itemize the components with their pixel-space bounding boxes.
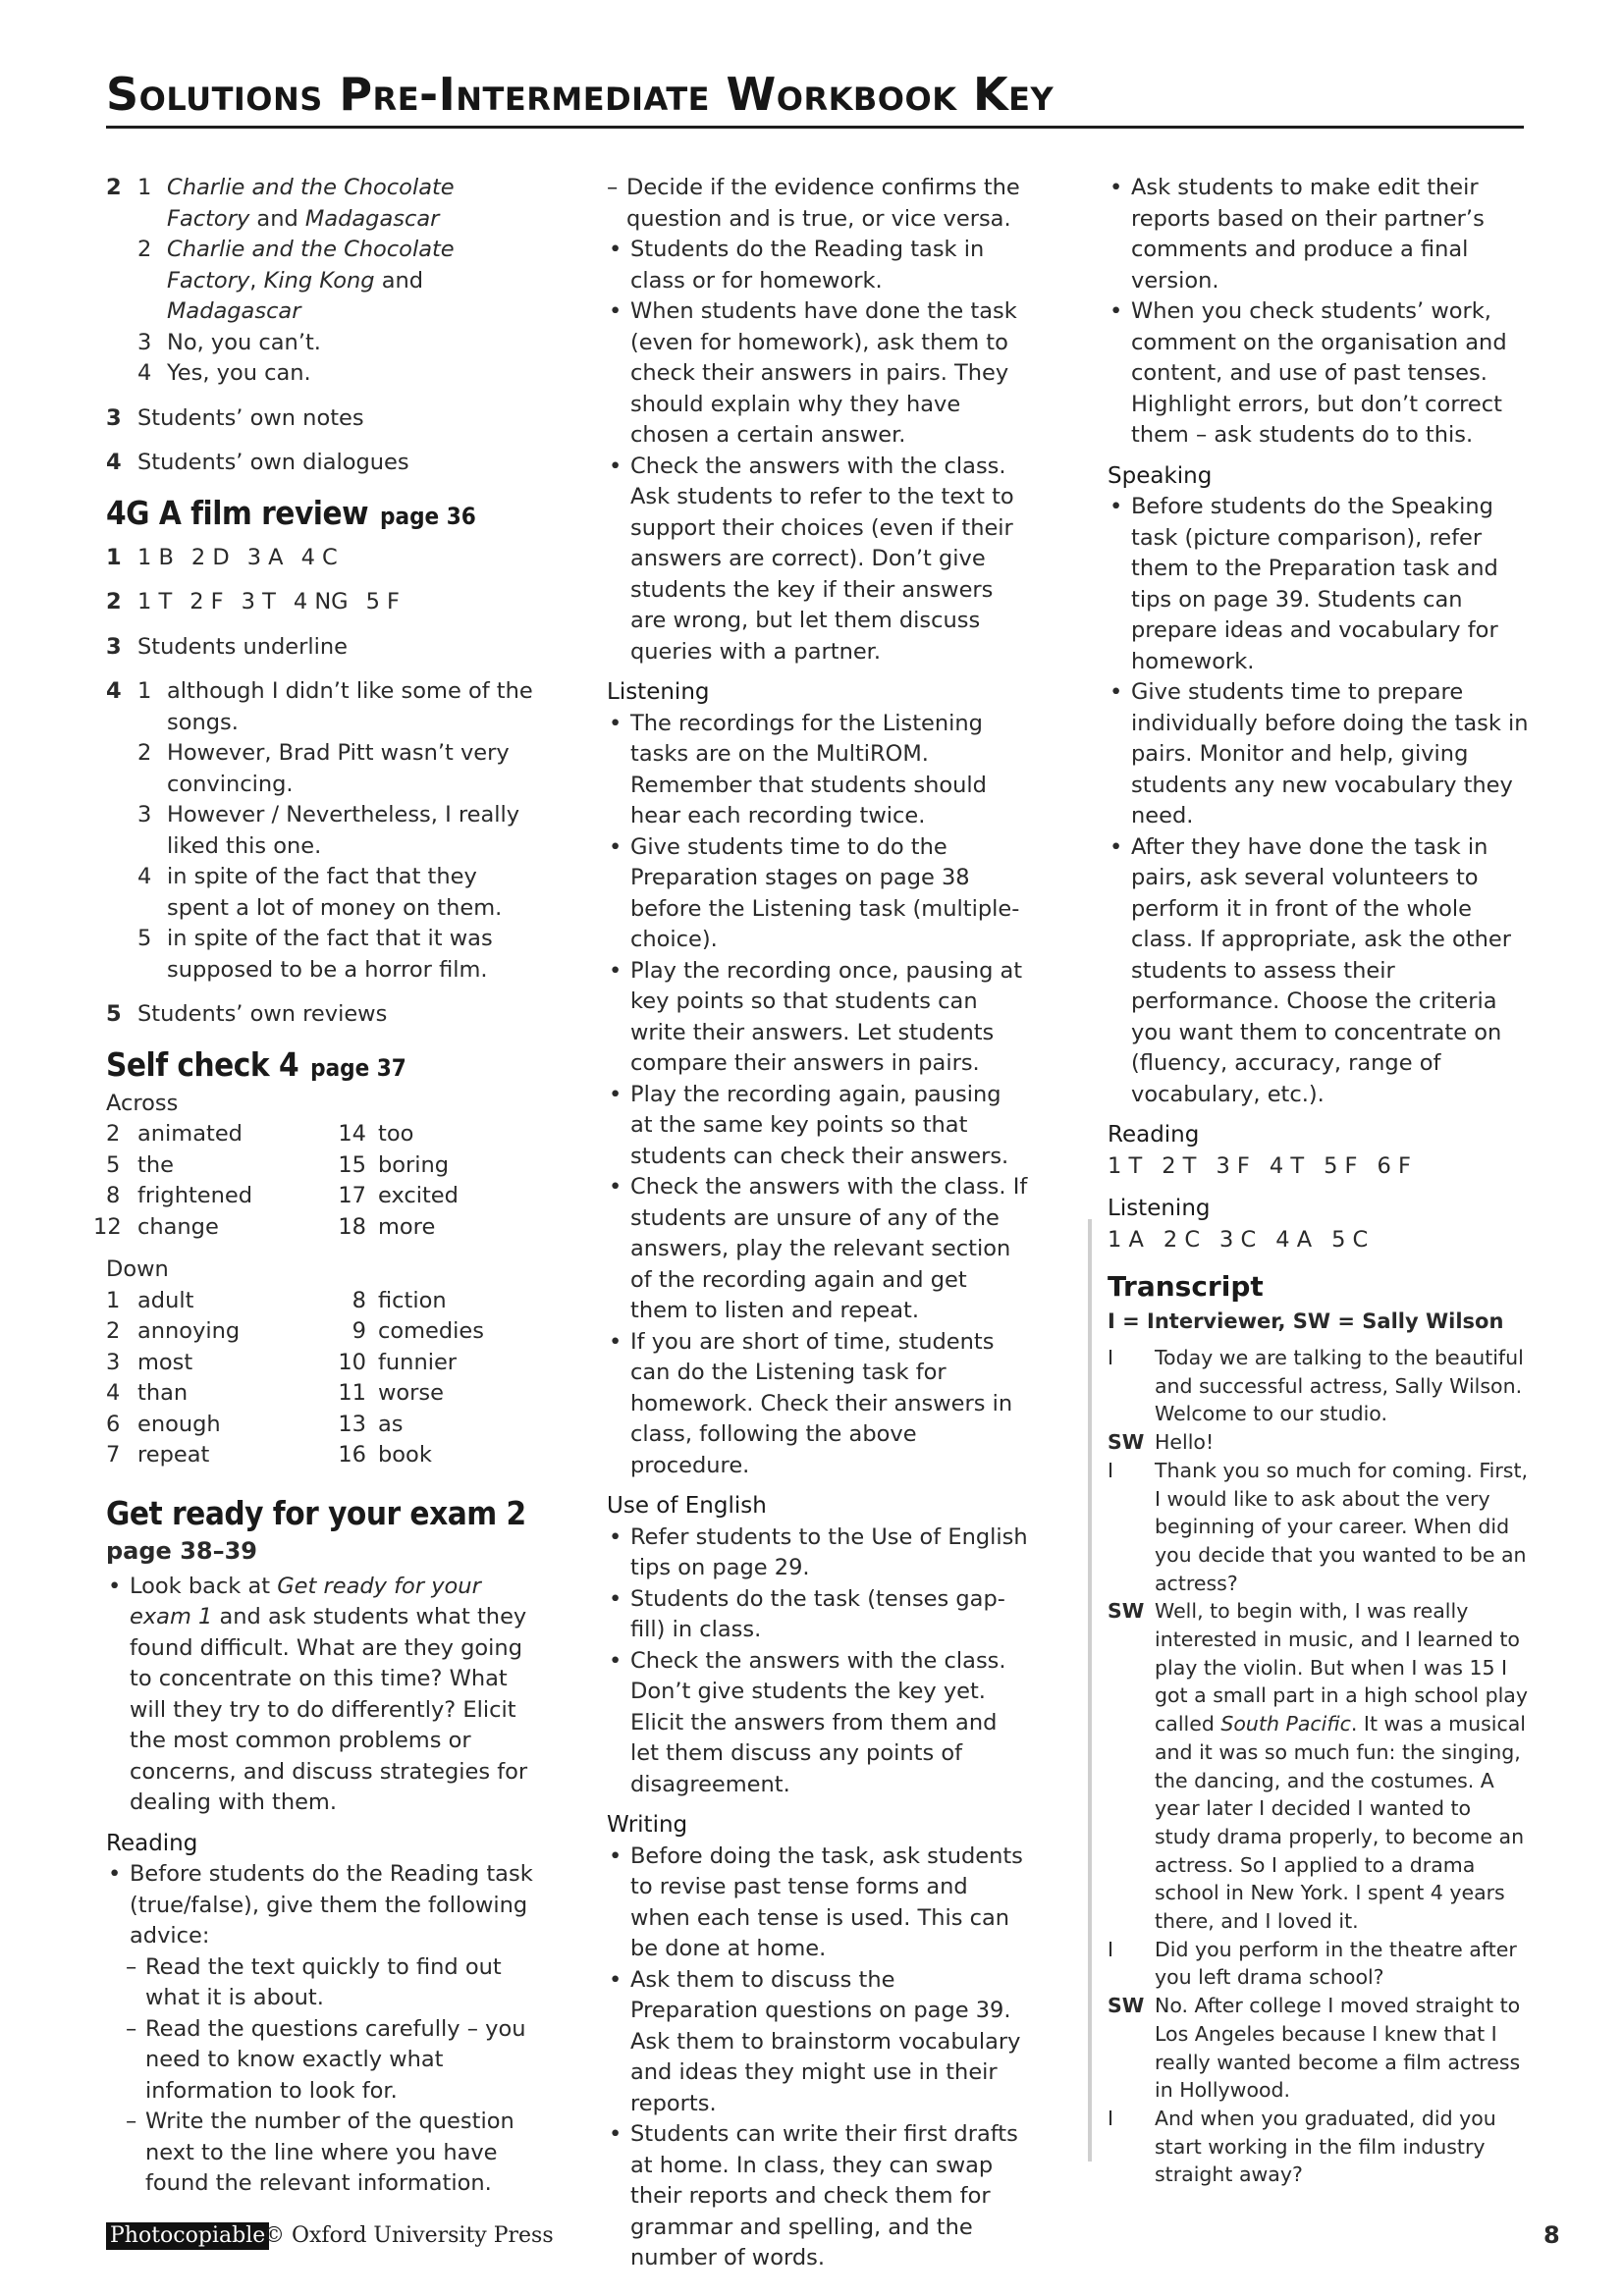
writing-bullets <box>607 1842 1029 2274</box>
down-label: Down <box>106 1256 169 1282</box>
transcript-line: SW No. After college I moved straight to Los Angeles because I knew that I really wanted become a film actress in Hollywood. <box>1108 1994 1521 2103</box>
transcript-body <box>1108 1344 1530 2189</box>
reading-answers-heading: Reading <box>1108 1122 1200 1148</box>
exercise-4: 4 Students’ own dialogues <box>106 450 409 475</box>
transcript-line: SW Well, to begin with, I was really interested in music, and I learned to play the violin. But when I was 15 I got a small part in a high school play called South Pacific. It was a musical and it was so much fun: the singing, the dancing, and the costumes. A year later I decided I wanted to study drama properly, to become an actress. So I applied to a drama school in New York. I spent 4 years there, and I loved it. <box>1108 1599 1529 1934</box>
list-item: – Read the text quickly to find out what it is about. <box>126 1952 538 2014</box>
exercise-5: 5 Students’ own reviews <box>106 1001 388 1027</box>
exercise-3: 3 Students underline <box>106 633 348 660</box>
listening-answers-heading: Listening <box>1108 1196 1211 1221</box>
list-item: 1 Charlie and the Chocolate Factory and Madagascar <box>137 175 455 232</box>
title-rule <box>106 126 1524 129</box>
list-item: – Read the questions carefully – you need to know exactly what information to look for. <box>126 2014 538 2108</box>
list-item: • Ask them to discuss the Preparation questions on page 39. Ask them to brainstorm vocabulary and ideas they might use in their reports. <box>607 1965 1029 2120</box>
transcript-title: Transcript <box>1108 1270 1264 1303</box>
exercise-1: 1 1 B 2 D 3 A 4 C <box>106 544 338 570</box>
list-item: • Play the recording again, pausing at the same key points so that students can check their answers. <box>607 1080 1029 1173</box>
reading-answers: 1 T 2 T 3 F 4 T 5 F 6 F <box>1108 1152 1411 1179</box>
list-item: • Play the recording once, pausing at key points so that students can write their answers. Let students compare their answers in pairs. <box>607 956 1029 1080</box>
list-item: • When students have done the task (even for homework), ask them to check their answers in pairs. They should explain why they have chosen a certain answer. <box>607 296 1029 452</box>
transcript-line: I Thank you so much for coming. First, I would like to ask about the very beginning of your career. When did you decide that you wanted to be an actress? <box>1108 1458 1529 1595</box>
list-item: 2 Charlie and the Chocolate Factory, King Kong and Madagascar <box>137 237 455 324</box>
writing-bullets-continued <box>1108 173 1530 452</box>
exercise-2: 2 1 T 2 F 3 T 4 NG 5 F <box>106 589 401 614</box>
transcript-side-rule <box>1088 1219 1092 2162</box>
listening-heading: Listening <box>607 679 710 705</box>
reading-list <box>106 1859 538 2200</box>
transcript-line: SW Hello! <box>1108 1430 1215 1455</box>
writing-heading: Writing <box>607 1812 688 1838</box>
use-of-english-heading: Use of English <box>607 1493 767 1519</box>
list-item: • Check the answers with the class. If students are unsure of any of the answers, play the relevant section of the recording again and get them to listen and repeat. <box>607 1172 1029 1327</box>
list-item: • Check the answers with the class. Ask students to refer to the text to support their choices (even if their answers are correct). Don’t give students the key if their answers are wrong, but let them discuss queries with a partner. <box>607 452 1029 668</box>
list-item: • Look back at Get ready for your exam 1 and ask students what they found difficult. What are they going to concentrate on this time? What will they try to do differently? Elicit the most common problems or concerns, and discuss strategies for dealing with them. <box>106 1572 538 1819</box>
exercise-4: 4 1 although I didn’t like some of the songs. 2 However, Brad Pitt wasn’t very convincing. 3 However / Nevertheless, I really liked this one. 4 in spite of the fact that they spent a lot of money on them. 5 in spite of the fact that it was supposed to be a horror film. <box>106 676 538 986</box>
list-item: 4 in spite of the fact that they spent a lot of money on them. <box>137 864 503 921</box>
list-item: • Check the answers with the class. Don’t give students the key yet. Elicit the answers from them and let them discuss any points of disagreement. <box>607 1646 1029 1801</box>
column-right <box>1108 173 1530 2189</box>
exam-intro-list <box>106 1572 538 1819</box>
speaking-heading: Speaking <box>1108 462 1213 489</box>
list-item: – Decide if the evidence confirms the question and is true, or vice versa. <box>607 173 1029 235</box>
copyright-notice: © Oxford University Press <box>263 2223 554 2248</box>
section-self-check-heading: Self check 4 page 37 <box>106 1044 406 1084</box>
list-item: • Before doing the task, ask students to revise past tense forms and when each tense is used. This can be done at home. <box>607 1842 1029 1965</box>
list-item: • After they have done the task in pairs, ask several volunteers to perform it in front of the whole class. If appropriate, ask the other students to assess their performance. Choose the criteria you want them to concentrate on (fluency, accuracy, range of vocabulary, etc.). <box>1108 832 1530 1111</box>
list-item: 5 in spite of the fact that it was supposed to be a horror film. <box>137 926 493 983</box>
listening-bullets <box>607 709 1029 1482</box>
list-item: • Students do the Reading task in class or for homework. <box>607 235 1029 296</box>
column-middle <box>607 173 1029 2274</box>
list-item: • Ask students to make edit their reports based on their partner’s comments and produce a final version. <box>1108 173 1530 296</box>
list-item: • Give students time to prepare individually before doing the task in pairs. Monitor and help, giving students any new vocabulary they need. <box>1108 677 1530 832</box>
list-item: • When you check students’ work, comment on the organisation and content, and use of past tenses. Highlight errors, but don’t correct them – ask students do to this. <box>1108 296 1530 452</box>
section-film-review-heading: 4G A film review page 36 <box>106 493 476 532</box>
reading-bullets <box>607 235 1029 667</box>
list-item: • The recordings for the Listening tasks are on the MultiROM. Remember that students should hear each recording twice. <box>607 709 1029 832</box>
across-answers: 2 animated 14 too 5 the 15 boring 8 frightened 17 excited 12 change 18 more <box>93 1121 459 1240</box>
transcript-line: I Did you perform in the theatre after you left drama school? <box>1108 1937 1517 1990</box>
speaking-bullets <box>1108 492 1530 1110</box>
exam-page-ref: page 38–39 <box>106 1536 257 1565</box>
list-item: 3 However / Nevertheless, I really liked this one. <box>137 802 520 859</box>
list-item: • Students do the task (tenses gap-fill) in class. <box>607 1584 1029 1646</box>
across-label: Across <box>106 1090 179 1116</box>
photocopiable-badge: Photocopiable <box>106 2222 269 2250</box>
list-item: • Refer students to the Use of English tips on page 29. <box>607 1522 1029 1584</box>
transcript-line: I Today we are talking to the beautiful and successful actress, Sally Wilson. Welcome to our studio. <box>1108 1346 1524 1426</box>
list-item: 1 although I didn’t like some of the songs. <box>137 678 533 735</box>
list-item: • Give students time to do the Preparation stages on page 38 before the Listening task (multiple-choice). <box>607 832 1029 956</box>
exercise-3: 3 Students’ own notes <box>106 404 364 431</box>
down-answers: 1 adult 8 fiction 2 annoying 9 comedies 3 most 10 funnier 4 than 11 worse 6 enough 13 as 7 repeat 16 book <box>106 1287 484 1468</box>
list-item: 4 Yes, you can. <box>137 360 311 386</box>
page-number: 8 <box>1543 2221 1560 2249</box>
list-item: • Students can write their first drafts at home. In class, they can swap their reports and check them for grammar and spelling, and the number of words. <box>607 2119 1029 2274</box>
listening-answers: 1 A 2 C 3 C 4 A 5 C <box>1108 1226 1369 1253</box>
section-exam-heading: Get ready for your exam 2 <box>106 1493 526 1532</box>
column-left <box>93 173 538 2200</box>
transcript-line: I And when you graduated, did you start working in the film industry straight away? <box>1108 2106 1496 2187</box>
list-item: • Before students do the Reading task (true/false), give them the following advice: – Read the text quickly to find out what it is about. – Read the questions carefully – you need to know exactly what information to look for. – Write the number of the question next to the line where you have found the relevant information. <box>106 1859 538 2200</box>
reading-heading: Reading <box>106 1830 198 1856</box>
transcript-key: I = Interviewer, SW = Sally Wilson <box>1108 1309 1504 1333</box>
use-of-english-bullets <box>607 1522 1029 1801</box>
list-item: 2 However, Brad Pitt wasn’t very convincing. <box>137 740 510 797</box>
page-title: Solutions Pre-Intermediate Workbook Key <box>106 68 1055 121</box>
list-item: – Write the number of the question next to the line where you have found the relevant information. <box>126 2107 538 2200</box>
list-item: • Before students do the Speaking task (picture comparison), refer them to the Preparation task and tips on page 39. Students can prepare ideas and vocabulary for homework. <box>1108 492 1530 677</box>
reading-dash-continued <box>607 173 1029 235</box>
exercise-2: 2 1 Charlie and the Chocolate Factory and Madagascar 2 Charlie and the Chocolate Factory, King Kong and Madagascar 3 No, you can’t. 4 Yes, you can. <box>106 173 538 390</box>
list-item: 3 No, you can’t. <box>137 329 321 355</box>
list-item: • If you are short of time, students can do the Listening task for homework. Check their answers in class, following the above procedure. <box>607 1327 1029 1482</box>
